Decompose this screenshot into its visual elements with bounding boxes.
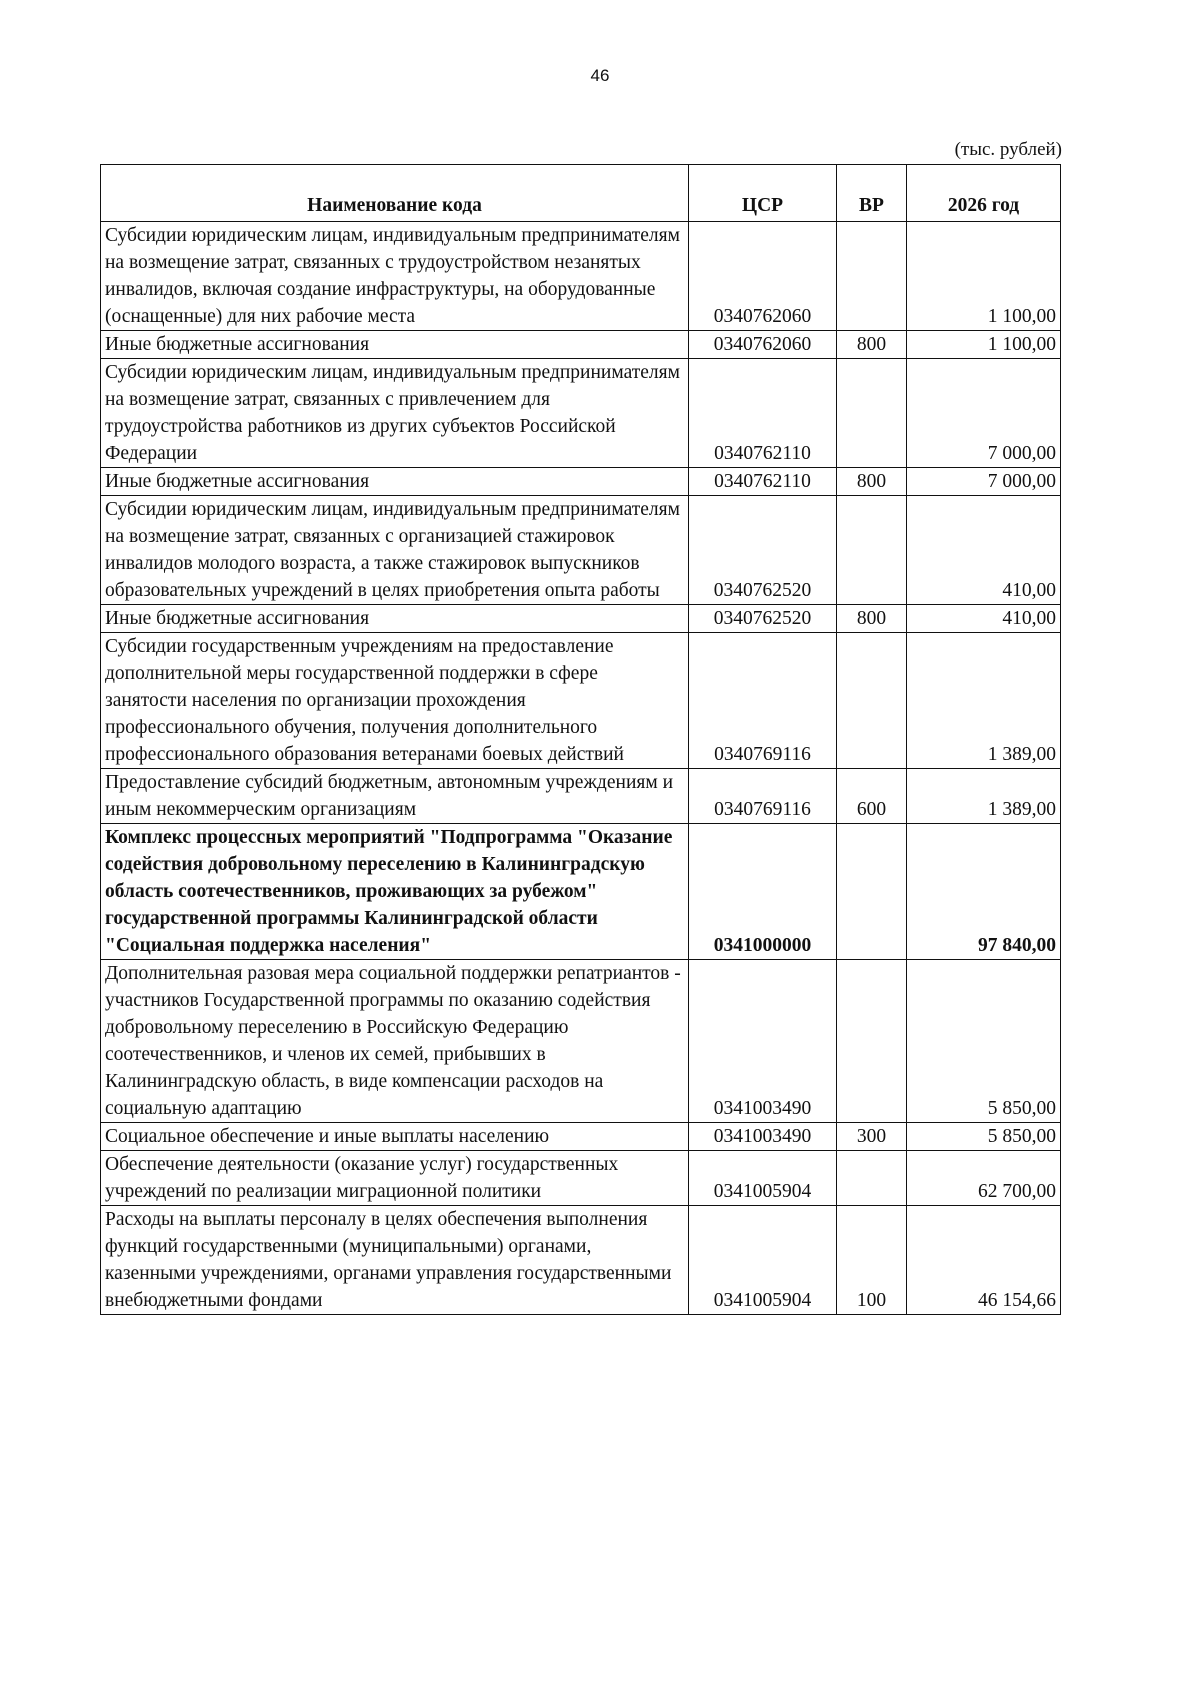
- table-row: [101, 222, 1061, 331]
- row-vr-cell: 300: [837, 1123, 907, 1151]
- row-name-cell: Дополнительная разовая мера социальной поддержки репатриантов - участников Государственной программы по оказанию содействия добровольному переселению в Российскую Федерацию соотечественников, и членов их семей, прибывших в Калининградскую область, в виде компенсации расходов на социальную адаптацию: [101, 960, 689, 1123]
- row-code-cell: 0340762110: [689, 468, 837, 496]
- table-row: [101, 331, 1061, 359]
- table-header-row: [101, 165, 1061, 222]
- table-row: [101, 1151, 1061, 1206]
- row-name-cell: Субсидии юридическим лицам, индивидуальным предпринимателям на возмещение затрат, связанных с организацией стажировок инвалидов молодого возраста, а также стажировок выпускников образовательных учреждений в целях приобретения опыта работы: [101, 496, 689, 605]
- row-name-cell: Иные бюджетные ассигнования: [101, 605, 689, 633]
- page-number: 46: [590, 66, 610, 85]
- row-amount-cell: 7 000,00: [907, 468, 1061, 496]
- header-code: ЦСР: [689, 165, 837, 222]
- row-name-cell: Социальное обеспечение и иные выплаты населению: [101, 1123, 689, 1151]
- row-amount-cell: 7 000,00: [907, 359, 1061, 468]
- row-code-cell: 0341000000: [689, 824, 837, 960]
- row-vr-cell: [837, 824, 907, 960]
- budget-table: [100, 164, 1061, 1315]
- row-name-cell: Комплекс процессных мероприятий "Подпрограмма "Оказание содействия добровольному переселению в Калининградскую область соотечественников, проживающих за рубежом" государственной программы Калининградской области "Социальная поддержка населения": [101, 824, 689, 960]
- row-name-cell: Субсидии юридическим лицам, индивидуальным предпринимателям на возмещение затрат, связанных с привлечением для трудоустройства работников из других субъектов Российской Федерации: [101, 359, 689, 468]
- row-vr-cell: [837, 633, 907, 769]
- row-code-cell: 0340769116: [689, 633, 837, 769]
- table-row: [101, 769, 1061, 824]
- row-name-cell: Субсидии государственным учреждениям на предоставление дополнительной меры государственной поддержки в сфере занятости населения по организации прохождения профессионального обучения, получения дополнительного профессионального образования ветеранами боевых действий: [101, 633, 689, 769]
- table-row: [101, 824, 1061, 960]
- row-vr-cell: 100: [837, 1206, 907, 1315]
- table-row: [101, 496, 1061, 605]
- row-amount-cell: 1 100,00: [907, 222, 1061, 331]
- row-code-cell: 0340762520: [689, 496, 837, 605]
- row-vr-cell: [837, 359, 907, 468]
- units-label: (тыс. рублей): [954, 139, 1062, 160]
- row-name-cell: Иные бюджетные ассигнования: [101, 468, 689, 496]
- row-code-cell: 0341005904: [689, 1151, 837, 1206]
- row-name-cell: Субсидии юридическим лицам, индивидуальным предпринимателям на возмещение затрат, связанных с трудоустройством незанятых инвалидов, включая создание инфраструктуры, на оборудованные (оснащенные) для них рабочие места: [101, 222, 689, 331]
- row-name-cell: Предоставление субсидий бюджетным, автономным учреждениям и иным некоммерческим организациям: [101, 769, 689, 824]
- row-amount-cell: 5 850,00: [907, 1123, 1061, 1151]
- row-name-cell: Обеспечение деятельности (оказание услуг) государственных учреждений по реализации миграционной политики: [101, 1151, 689, 1206]
- row-code-cell: 0340762060: [689, 222, 837, 331]
- row-vr-cell: [837, 222, 907, 331]
- row-amount-cell: 1 389,00: [907, 633, 1061, 769]
- header-vr: ВР: [837, 165, 907, 222]
- table-row: [101, 605, 1061, 633]
- row-code-cell: 0341005904: [689, 1206, 837, 1315]
- row-vr-cell: [837, 1151, 907, 1206]
- header-name: Наименование кода: [101, 165, 689, 222]
- row-code-cell: 0341003490: [689, 960, 837, 1123]
- row-amount-cell: 46 154,66: [907, 1206, 1061, 1315]
- table-row: [101, 960, 1061, 1123]
- row-code-cell: 0340762520: [689, 605, 837, 633]
- row-amount-cell: 410,00: [907, 496, 1061, 605]
- row-vr-cell: [837, 496, 907, 605]
- table-row: [101, 1123, 1061, 1151]
- row-amount-cell: 97 840,00: [907, 824, 1061, 960]
- row-code-cell: 0341003490: [689, 1123, 837, 1151]
- row-name-cell: Иные бюджетные ассигнования: [101, 331, 689, 359]
- row-code-cell: 0340762060: [689, 331, 837, 359]
- row-name-cell: Расходы на выплаты персоналу в целях обеспечения выполнения функций государственными (муниципальными) органами, казенными учреждениями, органами управления государственными внебюджетными фондами: [101, 1206, 689, 1315]
- table-row: [101, 1206, 1061, 1315]
- row-vr-cell: 800: [837, 331, 907, 359]
- row-amount-cell: 1 389,00: [907, 769, 1061, 824]
- row-code-cell: 0340769116: [689, 769, 837, 824]
- table-row: [101, 359, 1061, 468]
- row-vr-cell: 800: [837, 605, 907, 633]
- header-amount: 2026 год: [907, 165, 1061, 222]
- row-amount-cell: 410,00: [907, 605, 1061, 633]
- row-vr-cell: 800: [837, 468, 907, 496]
- row-vr-cell: 600: [837, 769, 907, 824]
- row-amount-cell: 1 100,00: [907, 331, 1061, 359]
- row-code-cell: 0340762110: [689, 359, 837, 468]
- row-amount-cell: 62 700,00: [907, 1151, 1061, 1206]
- table-row: [101, 468, 1061, 496]
- table-row: [101, 633, 1061, 769]
- row-vr-cell: [837, 960, 907, 1123]
- row-amount-cell: 5 850,00: [907, 960, 1061, 1123]
